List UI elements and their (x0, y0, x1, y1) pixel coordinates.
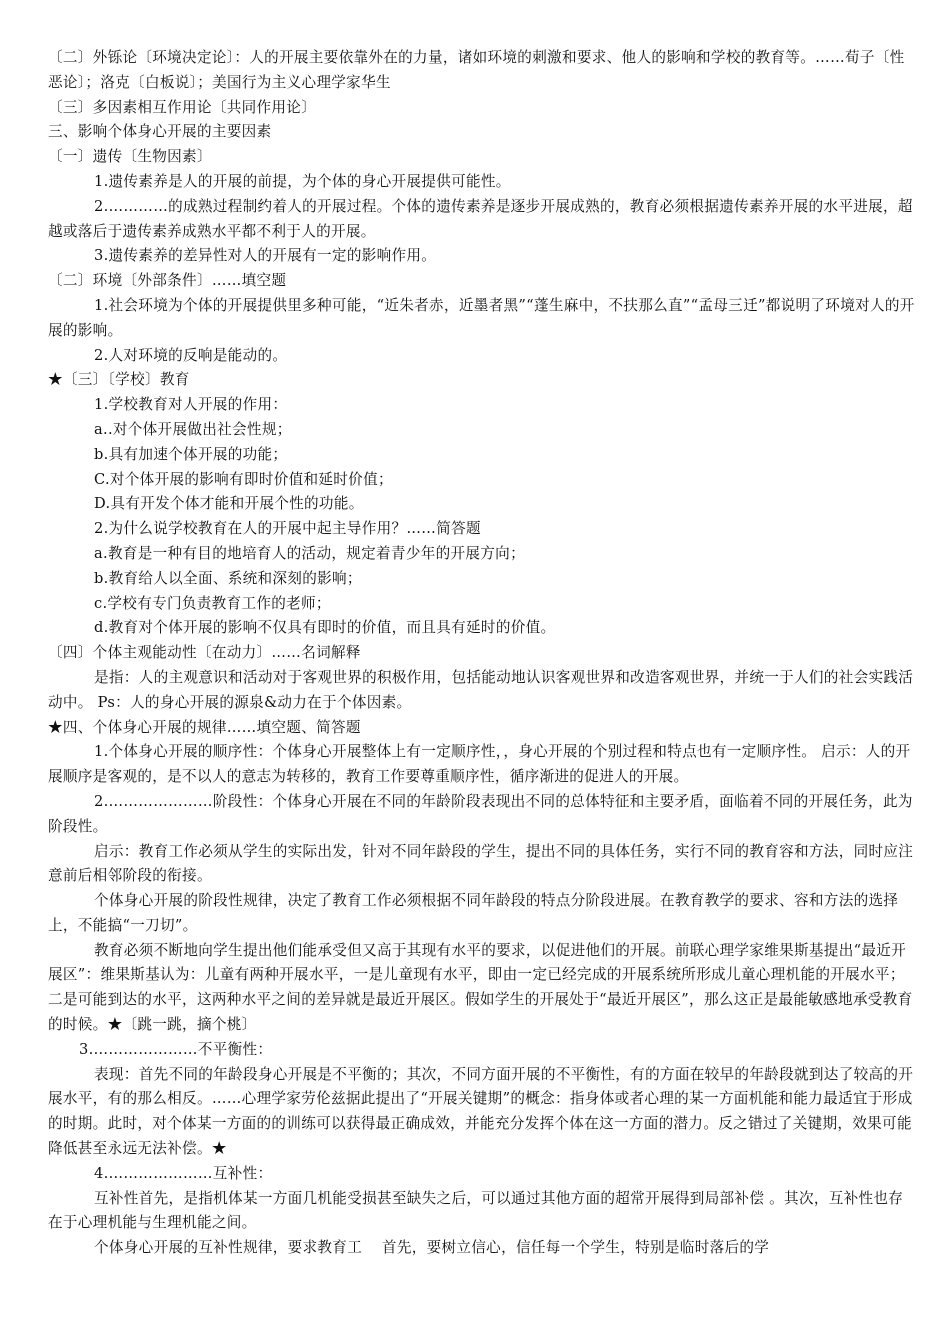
text-line: 个体身心开展的互补性规律，要求教育工 首先，要树立信心，信任每一个学生，特别是临时落后的学 (94, 1239, 770, 1257)
text-line: ★四、个体身心开展的规律……填空题、简答题 (48, 718, 361, 736)
text-line: 〔三〕多因素相互作用论〔共同作用论〕 (48, 98, 317, 116)
text-line: 4.…………………互补性： (94, 1164, 273, 1182)
text-line: 表现：首先不同的年龄段身心开展是不平衡的；其次，不同方面开展的不平衡性，有的方面在较早的年龄段就到达了较高的开展水平，有的那么相反。……心理学家劳伦兹据此提出了“开展关键期”的概念：指身体或者心理的某一方面机能和能力最适宜于形成的时期。此时，对个体某一方面的的训练可以获得最正确成效，并能充分发挥个体在这一方面的潜力。反之错过了关键期，效果可能降低甚至永远无法补偿。★ (48, 1065, 914, 1158)
text-line: 2.人对环境的反响是能动的。 (94, 346, 288, 364)
text-line: 1.个体身心开展的顺序性：个体身心开展整体上有一定顺序性，，身心开展的个别过程和特点也有一定顺序性。 启示：人的开展顺序是客观的，是不以人的意志为转移的，教育工作要尊重顺序性，循序渐进的促进人的开展。 (48, 743, 911, 786)
text-line: b.教育给人以全面、系统和深刻的影响； (94, 569, 362, 587)
text-line: 3.遗传素养的差异性对人的开展有一定的影响作用。 (94, 247, 437, 265)
text-line: 互补性首先，是指机体某一方面几机能受损甚至缺失之后，可以通过其他方面的超常开展得到局部补偿 。其次，互补性也存在于心理机能与生理机能之间。 (48, 1189, 904, 1232)
text-line: ★〔三〕〔学校〕教育 (48, 371, 190, 389)
text-line: C.对个体开展的影响有即时价值和延时价值； (94, 470, 393, 488)
text-line: 1.社会环境为个体的开展提供里多种可能，“近朱者赤，近墨者黑”“蓬生麻中，不扶那么直”“孟母三迁”都说明了环境对人的开展的影响。 (48, 296, 915, 339)
text-line: 启示：教育工作必须从学生的实际出发，针对不同年龄段的学生，提出不同的具体任务，实行不同的教育容和方法，同时应注意前后相邻阶段的衔接。 (48, 842, 914, 885)
text-line: a..对个体开展做出社会性规； (94, 420, 292, 438)
text-line: 3.…………………不平衡性： (79, 1040, 273, 1058)
text-line: 〔二〕环境〔外部条件〕……填空题 (48, 272, 287, 290)
text-line: 2.为什么说学校教育在人的开展中起主导作用？……简答题 (94, 520, 481, 538)
text-line: 〔四〕个体主观能动性〔在动力〕……名词解释 (48, 644, 361, 662)
text-line: 三、影响个体身心开展的主要因素 (48, 123, 272, 141)
document-body (48, 46, 918, 1261)
text-line: 〔二〕外铄论〔环境决定论〕：人的开展主要依靠外在的力量，诸如环境的刺激和要求、他人的影响和学校的教育等。……荀子〔性恶论〕；洛克〔白板说〕；美国行为主义心理学家华生 (48, 49, 905, 91)
text-line: 〔一〕遗传〔生物因素〕 (48, 148, 212, 166)
text-line: b.具有加速个体开展的功能； (94, 445, 288, 463)
text-line: 2.…………的成熟过程制约着人的开展过程。个体的遗传素养是逐步开展成熟的，教育必须根据遗传素养开展的水平进展，超越或落后于遗传素养成熟水平都不利于人的开展。 (48, 197, 913, 240)
text-line: 1.遗传素养是人的开展的前提，为个体的身心开展提供可能性。 (94, 172, 511, 190)
text-line: a.教育是一种有目的地培育人的活动，规定着青少年的开展方向； (94, 544, 525, 562)
text-line: 个体身心开展的阶段性规律，决定了教育工作必须根据不同年龄段的特点分阶段进展。在教育教学的要求、容和方法的选择上，不能搞“一刀切”。 (48, 892, 899, 934)
text-line: 1.学校教育对人开展的作用： (94, 396, 288, 414)
text-line: D.具有开发个体才能和开展个性的功能。 (94, 495, 364, 513)
text-line: d.教育对个体开展的影响不仅具有即时的价值，而且具有延时的价值。 (94, 619, 556, 637)
text-line: 2.…………………阶段性：个体身心开展在不同的年龄阶段表现出不同的总体特征和主要矛盾，面临着不同的开展任务，此为阶段性。 (48, 792, 913, 835)
text-line: 教育必须不断地向学生提出他们能承受但又高于其现有水平的要求，以促进他们的开展。前联心理学家维果斯基提出“最近开展区”：维果斯基认为：儿童有两种开展水平，一是儿童现有水平，即由一定已经完成的开展系统所形成儿童心理机能的开展水平；二是可能到达的水平，这两种水平之间的差异就是最近开展区。假如学生的开展处于“最近开展区”，那么这正是最能敏感地承受教育的时候。★〔跳一跳，摘个桃〕 (48, 941, 913, 1034)
text-line: c.学校有专门负责教育工作的老师； (94, 594, 331, 612)
text-line: 是指：人的主观意识和活动对于客观世界的积极作用，包括能动地认识客观世界和改造客观世界，并统一于人们的社会实践活动中。 Ps：人的身心开展的源泉&动力在于个体因素。 (48, 668, 914, 711)
